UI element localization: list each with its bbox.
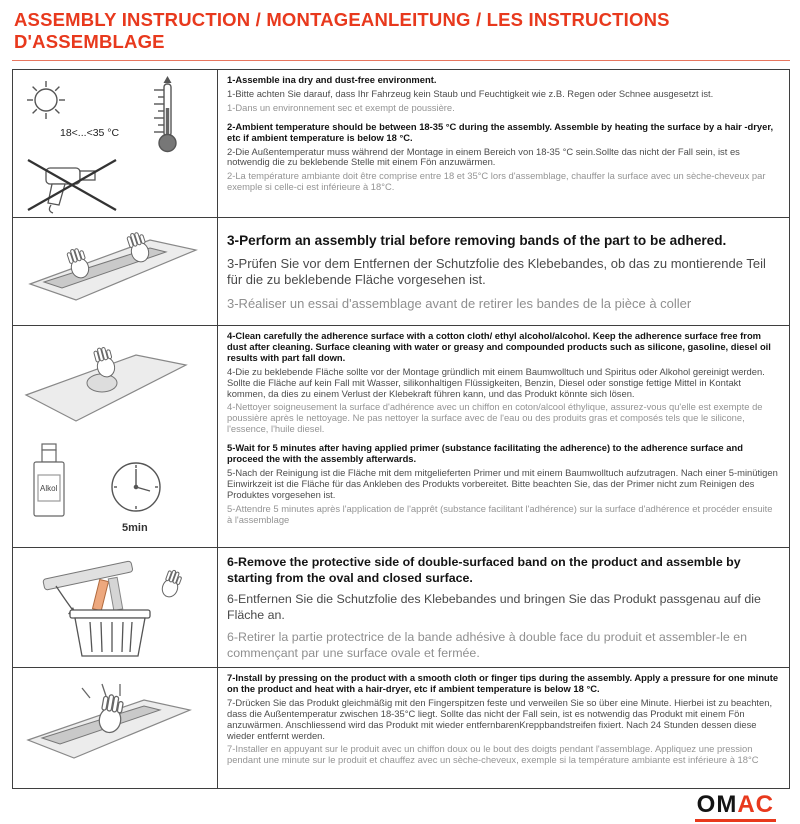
instruction-text: 3-Prüfen Sie vor dem Entfernen der Schutzfolie des Klebebandes, ob das zu montierende Teil für die zu beklebende Fläche vorgesehen ist.: [227, 256, 766, 288]
instruction-text: 3-Perform an assembly trial before removing bands of the part to be adhered.: [227, 232, 727, 248]
instruction-text: 5-Attendre 5 minutes après l'application de l'apprêt (substance facilitant l'adhérence) sur la surface d'adhérence et procéder ensuite à l'assemblage: [227, 502, 773, 525]
page-title: ASSEMBLY INSTRUCTION / MONTAGEANLEITUNG / LES INSTRUCTIONS D'ASSEMBLAGE: [12, 6, 790, 61]
trash-bin-icon: [70, 610, 150, 656]
cleaning-text-cell: [218, 326, 789, 547]
timer-clock-icon: [112, 463, 160, 511]
instruction-text: 2-La température ambiante doit être comprise entre 18 et 35°C lors d'assemblage, chauffer la surface avec un sèche-cheveux par exemple si celle-ci est inférieure à 18°C.: [227, 170, 766, 193]
alcohol-bottle-icon: [34, 444, 64, 516]
row-cleaning-primer: [13, 326, 789, 548]
footer: [12, 789, 790, 824]
cleaning-illustration-cell: [13, 326, 218, 547]
brand-logo-text-red: AC: [737, 791, 774, 818]
brand-logo: [695, 793, 776, 822]
sun-icon: [27, 81, 65, 119]
row-remove-band: [13, 548, 789, 668]
instruction-text: 4-Nettoyer soigneusement la surface d'adhérence avec un chiffon en coton/alcool éthylique, assurez-vous qu'elle est exempte de poussière après le nettoyage. Ne pas nettoyer la surface avec de l'eau ou des produits gras et composés tels que le silicone, l'essence, l'huile diesel.: [227, 401, 763, 435]
instruction-text: 6-Remove the protective side of double-surfaced band on the product and assemble by starting from the oval and closed surface.: [227, 554, 741, 585]
instruction-text: 7-Installer en appuyant sur le produit avec un chiffon doux ou le bout des doigts pendant l'assemblage. Appliquez une pression pendant une minute sur le produit et chauffez avec un sèche-cheveux, exemple si la température ambiante est inférieure à 18°C: [227, 743, 759, 766]
instructions-table: [12, 69, 790, 789]
instruction-text: 5-Nach der Reinigung ist die Fläche mit dem mitgelieferten Primer und mit einem Baumwolltuch aufzutragen. Nach einer 5-minütigen Einwirkzeit ist die Fläche für das Ankleben des Produkts vorbereitet. Bitte beachten Sie, das der Primer nicht zum Reinigen des Produktes vorgesehen ist.: [227, 466, 778, 500]
remove-band-text-cell: [218, 548, 789, 667]
instruction-text: 6-Retirer la partie protectrice de la bande adhésive à double face du produit et assembler-le en commençant par une surface ovale et fermée.: [227, 629, 748, 660]
environment-illustration: [18, 74, 213, 214]
temperature-range-label: 18<...<35 °C: [59, 126, 119, 139]
clock-duration-label: 5min: [121, 521, 148, 534]
instruction-text: 4-Die zu beklebende Fläche sollte vor der Montage gründlich mit einem Baumwolltuch und Spiritus oder Alkohol gereinigt werden. Sollte die Fläche auf kein Fall mit Wasser, silikonhaltigen Flüssigkeiten, Benzin, Diesel oder sonstige fettige Mittel in Kontakt kommen, da dies zu einem Verlust der Klebekraft führen kann, und das Produkt könnte sich lösen.: [227, 365, 765, 399]
instruction-text: 1-Assemble ina dry and dust-free environment.: [227, 74, 437, 85]
brand-logo-text-black: OM: [696, 791, 738, 818]
install-illustration-cell: [13, 668, 218, 788]
instruction-text: 3-Réaliser un essai d'assemblage avant de retirer les bandes de la pièce à coller: [227, 295, 692, 311]
instruction-text: 2-Die Außentemperatur muss während der Montage in einem Bereich von 18-35 °C sein.Sollte das nicht der Fall sein, ist es notwendig die zu beklebende Stelle mit einem Fön anzuwärmen.: [227, 145, 740, 168]
pressure-motion-lines: [82, 684, 120, 698]
trial-text-cell: [218, 218, 789, 325]
surface-cleaning-illustration: [18, 333, 213, 541]
tape-strips: [92, 577, 122, 610]
row-press-install: [13, 668, 789, 788]
remove-band-illustration-cell: [13, 548, 218, 667]
environment-text-cell: [218, 70, 789, 217]
no-hairdryer-icon: [28, 160, 116, 213]
instruction-text: 1-Dans un environnement sec et exempt de poussière.: [227, 101, 455, 113]
instruction-text: 6-Entfernen Sie die Schutzfolie des Klebebandes und bringen Sie das Produkt passgenau auf die Fläche an.: [227, 592, 761, 622]
environment-illustration-cell: [13, 70, 218, 217]
trial-illustration-cell: [13, 218, 218, 325]
thermometer-icon: [154, 76, 176, 152]
install-text-cell: [218, 668, 789, 788]
row-assembly-trial: [13, 218, 789, 326]
alcohol-bottle-label: Alkol: [39, 483, 57, 493]
instruction-text: 5-Wait for 5 minutes after having applied primer (substance facilitating the adherence) to the adherence surface and proceed the with the assembly afterwards.: [227, 442, 743, 465]
trial-assembly-illustration: [18, 222, 213, 322]
hand-icon: [159, 568, 182, 599]
instruction-text: 1-Bitte achten Sie darauf, dass Ihr Fahrzeug kein Staub und Feuchtigkeit wie z.B. Regen oder Schnee ausgesetzt ist.: [227, 87, 714, 99]
row-environment-temperature: [13, 70, 789, 218]
instruction-text: 7-Drücken Sie das Produkt gleichmäßig mit den Fingerspitzen feste und verweilen Sie so über eine Minute. Hierbei ist zu beachten, dass die Außentemperatur zwischen 18-35°C liegt. Sollte das nicht der Fall sein, ist es notwendig das Produkt mit einem Fön anzuwärmen. Anschliessend wird das Produkt mit wieder entfernbarenKreppbandstreifen fixiert. Nach 24 Stunden dessen diese wieder entfernt werden.: [227, 696, 773, 741]
tape-disposal-illustration: [18, 554, 213, 662]
instruction-text: 7-Install by pressing on the product with a smooth cloth or finger tips during the assembly. Apply a pressure for one minute on the product and heat with a hair-dryer, etc if ambient temperature is below 18 °C.: [227, 672, 779, 694]
instruction-text: 2-Ambient temperature should be between 18-35 °C during the assembly. Assemble by heating the surface by a hair -dryer, etc if ambient temperature is below 18 °C.: [227, 120, 774, 143]
press-installation-illustration: [18, 674, 213, 782]
instruction-text: 4-Clean carefully the adherence surface with a cotton cloth/ ethyl alcohol/alcohol. Keep the adherence surface free from dust after cleaning. Surface cleaning with water or greasy and compounded products such as silicone, gasoline, diesel oil results with part fall down.: [227, 330, 771, 363]
